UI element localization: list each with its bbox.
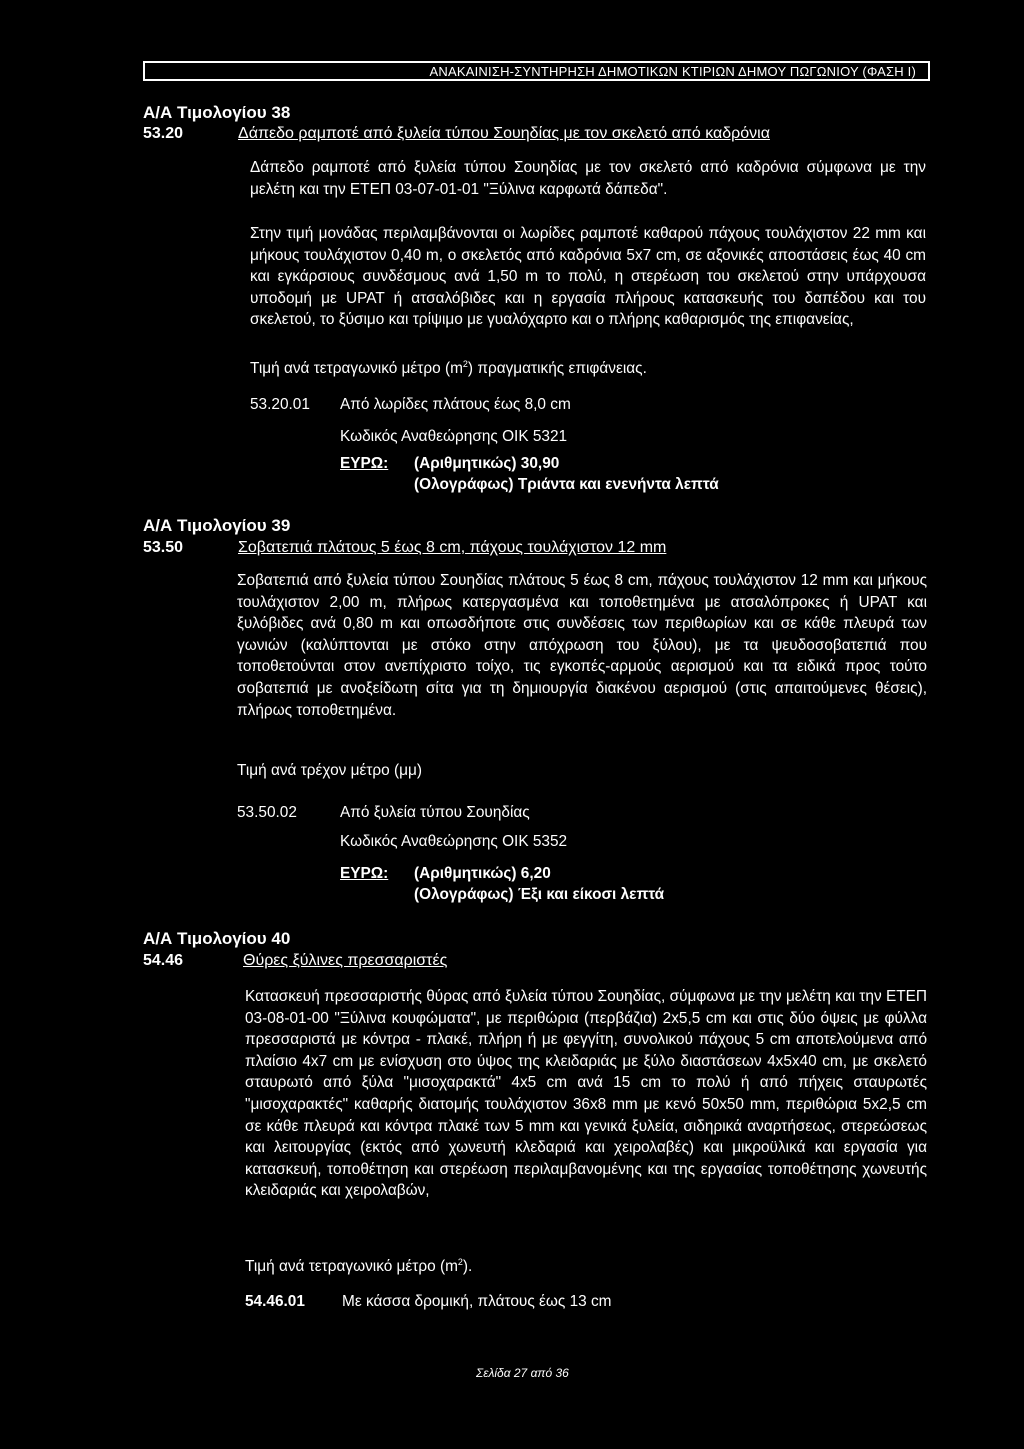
price-words: (Ολογράφως) Έξι και είκοσι λεπτά [414,886,665,903]
unit-line: Τιμή ανά τρέχον μέτρο (μμ) [237,762,422,779]
sub-description: Με κάσσα δρομική, πλάτους έως 13 cm [342,1293,612,1310]
document-header [143,61,930,81]
euro-label: ΕΥΡΩ: [340,455,389,472]
item-title: Δάπεδο ραμποτέ από ξυλεία τύπου Σουηδίας με τον σκελετό από καδρόνια [238,125,770,142]
price-numeric: (Αριθμητικώς) 6,20 [414,865,551,882]
item-description: Σοβατεπιά από ξυλεία τύπου Σουηδίας πλάτους 5 έως 8 cm, πάχους τουλάχιστον 12 mm και μήκους τουλάχιστον 2,00 m, πλήρως κατεργασμένα και τοποθετημένα με ατσαλόπροκες ή UPAT και ξυλόβιδες ανά 0,80 m και οπωσδήποτε στις συνδέσεις των περιθωρίων και σε κάθε πλευρά των γωνιών (καλύπτονται με στόκο στην απόχρωση του ξύλου), με τα ψευδοσοβατεπιά που τοποθετούνται στον ανεπίχριστο τοίχο, τις εγκοπές-αρμούς αερισμού και τα ειδικά προς τούτο σοβατεπιά με ανοξείδωτη σίτα για τη δημιουργία διακένου αερισμού (στις απαιτούμενες θέσεις), πλήρως τοποθετημένα. [237,572,927,719]
item-code: 54.46 [143,952,184,969]
sub-code: 53.20.01 [250,396,310,413]
item-description: Κατασκευή πρεσσαριστής θύρας από ξυλεία τύπου Σουηδίας, σύμφωνα με την μελέτη και την ΕΤΕΠ 03-08-01-00 "Ξύλινα κουφώματα", με περιθώρια (περβάζια) 2x5,5 cm και στις δύο όψεις με φύλλα πρεσσαριστά με κόντρα - πλακέ, πλήρη ή με φεγγίτη, συνολικού πάχους 5 cm αποτελούμενα από πλαίσιο 4x7 cm με ενίσχυση στο ύψος της κλειδαριάς με ξύλο διαστάσεων 4x5x40 cm, με σκελετό σταυρωτό από ξύλα "μισοχαρακτά" 4x5 cm ανά 15 cm το πολύ ή από πήχεις σταυρωτές "μισοχαρακτές" καθαρής διατομής τουλάχιστον 36x8 mm με κενό 50x50 mm, περιθώρια 5x2,5 cm σε κάθε πλευρά και κόντρα πλακέ των 5 mm και γενικά ξυλεία, σιδηρικά αναρτήσεως, στερεώσεως και λειτουργίας (εκτός από χωνευτή κλεδαριά και χειρολαβές) και μικροϋλικά και εργασία για κατασκευή, τοποθέτηση και στερέωση περιλαμβανομένης και της εργασίας τοποθέτησης χωνευτής κλειδαριάς και χειρολαβών, [245,988,927,1200]
unit-line: Τιμή ανά τετραγωνικό μέτρο $(m^2)$ πραγματικής επιφάνειας. [250,358,647,377]
page-number: Σελίδα 27 από 36 [476,1366,569,1380]
review-code: Κωδικός Αναθεώρησης ΟΙΚ 5352 [340,833,568,850]
sub-code: 53.50.02 [237,804,297,821]
item-ref: Α/Α Τιμολογίου 40 [143,929,291,948]
price-words: (Ολογράφως) Τριάντα και ενενήντα λεπτά [414,476,719,493]
header-title: ΑΝΑΚΑΙΝΙΣΗ-ΣΥΝΤΗΡΗΣΗ ΔΗΜΟΤΙΚΩΝ ΚΤΙΡΙΩΝ ΔΗΜΟΥ ΠΩΓΩΝΙΟΥ (ΦΑΣΗ Ι) [429,63,916,79]
item-title: Θύρες ξύλινες πρεσσαριστές [243,952,448,969]
unit-line: Τιμή ανά τετραγωνικό μέτρο $(m^2)$. [245,1256,473,1275]
sub-code: 54.46.01 [245,1293,305,1310]
item-ref: Α/Α Τιμολογίου 38 [143,103,291,122]
item-code: 53.50 [143,539,184,556]
item-description-details: Στην τιμή μονάδας περιλαμβάνονται οι λωρίδες ραμποτέ καθαρού πάχους τουλάχιστον 22 mm και μήκους τουλάχιστον 0,40 m, ο σκελετός από καδρόνια 5x7 cm, σε αξονικές αποστάσεις έως 40 cm και εγκάρσιους συνδέσμους ανά 1,50 m το πολύ, η στερέωση του σκελετού στην υπάρχουσα υποδομή με UPAT ή ατσαλόβιδες και η εργασία πλήρους κατασκευής του δαπέδου και του σκελετού, το ξύσιμο και τρίψιμο με γυαλόχαρτο και ο πλήρης καθαρισμός της επιφανείας, [250,225,926,329]
sub-description: Από ξυλεία τύπου Σουηδίας [340,804,530,821]
item-ref: Α/Α Τιμολογίου 39 [143,516,291,535]
review-code: Κωδικός Αναθεώρησης ΟΙΚ 5321 [340,428,568,445]
item-code: 53.20 [143,125,184,142]
sub-description: Από λωρίδες πλάτους έως 8,0 cm [340,396,571,413]
euro-label: ΕΥΡΩ: [340,865,389,882]
item-title: Σοβατεπιά πλάτους 5 έως 8 cm, πάχους τουλάχιστον 12 mm [238,539,667,556]
price-numeric: (Αριθμητικώς) 30,90 [414,455,560,472]
item-description: Δάπεδο ραμποτέ από ξυλεία τύπου Σουηδίας με τον σκελετό από καδρόνια σύμφωνα με την μελέτη και την ΕΤΕΠ 03-07-01-01 "Ξύλινα καρφωτά δάπεδα". [250,159,926,198]
